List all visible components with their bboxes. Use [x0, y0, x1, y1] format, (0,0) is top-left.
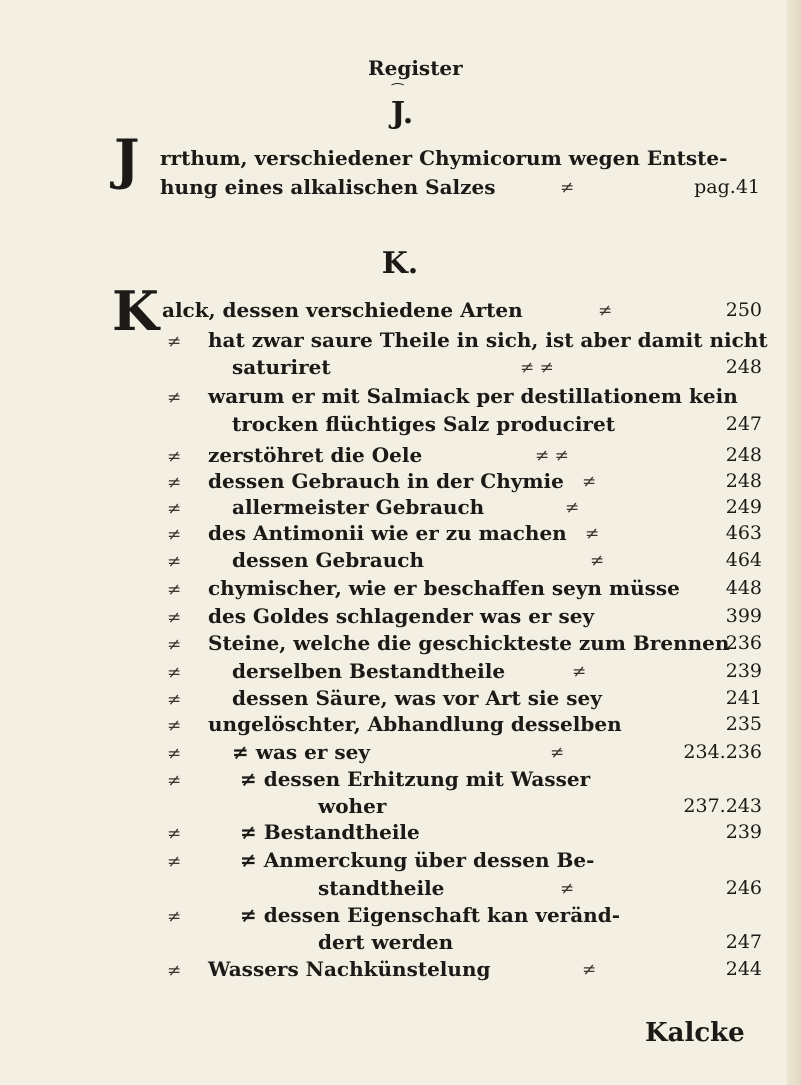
entry-text: dert werden [318, 930, 454, 954]
ditto-mark-lead: ≠ [167, 332, 182, 352]
ditto-mark-lead: ≠ [167, 608, 182, 628]
page-number: 235 [725, 713, 762, 735]
entry-text: derselben Bestandtheile [232, 659, 506, 683]
ditto-mark-lead: ≠ [167, 771, 182, 791]
section-letter-k: K. [381, 246, 419, 281]
page-number: 239 [725, 821, 762, 843]
entry-text: dessen Gebrauch [232, 548, 425, 572]
ditto-mark: ≠ ≠ [520, 358, 554, 378]
entry-text: ungelöschter, Abhandlung desselben [208, 712, 622, 736]
entry-text: woher [318, 794, 387, 818]
entry-text: hung eines alkalischen Salzes [160, 175, 496, 199]
catchword: Kalcke [645, 1018, 745, 1048]
page-number: 246 [725, 877, 762, 899]
entry-text: ≠ dessen Eigenschaft kan veränd- [240, 903, 620, 927]
ditto-mark-lead: ≠ [167, 690, 182, 710]
page-number: 248 [725, 444, 762, 466]
entry-text: dessen Gebrauch in der Chymie [208, 469, 564, 493]
entry-text: des Antimonii wie er zu machen [208, 521, 567, 545]
page-number: 236 [725, 632, 762, 654]
page-number: 463 [725, 522, 762, 544]
entry-text: chymischer, wie er beschaffen seyn müsse [208, 576, 680, 600]
page-number: 239 [725, 660, 762, 682]
ditto-mark: ≠ [560, 178, 575, 198]
entry-text: standtheile [318, 876, 445, 900]
page-number: 241 [725, 687, 762, 709]
ditto-mark-lead: ≠ [167, 716, 182, 736]
entry-text: warum er mit Salmiack per destillationem kein [208, 384, 738, 408]
entry-text: ≠ was er sey [232, 740, 370, 764]
ditto-mark-lead: ≠ [167, 907, 182, 927]
entry-text: dessen Säure, was vor Art sie sey [232, 686, 602, 710]
entry-text: alck, dessen verschiedene Arten [162, 298, 523, 322]
ditto-mark: ≠ [598, 301, 613, 321]
entry-text: ≠ Anmerckung über dessen Be- [240, 848, 595, 872]
drop-initial-k: K [112, 279, 159, 343]
page-number: 250 [725, 299, 762, 321]
drop-initial-j: J [114, 127, 140, 191]
page-number: 247 [725, 413, 762, 435]
entry-text: hat zwar saure Theile in sich, ist aber damit nicht [208, 328, 768, 352]
page-number: 249 [725, 496, 762, 518]
ditto-mark-lead: ≠ [167, 473, 182, 493]
ornament-j: ⁀ [392, 84, 404, 100]
entry-text: ≠ Bestandtheile [240, 820, 420, 844]
ditto-mark: ≠ [550, 743, 565, 763]
page-number: 464 [725, 549, 762, 571]
entry-text: ≠ dessen Erhitzung mit Wasser [240, 767, 591, 791]
page-number: 247 [725, 931, 762, 953]
ditto-mark-lead: ≠ [167, 635, 182, 655]
page-number: 234.236 [683, 741, 762, 763]
ditto-mark: ≠ [582, 472, 597, 492]
page-number: 248 [725, 356, 762, 378]
ditto-mark: ≠ [590, 551, 605, 571]
page-number: 244 [725, 958, 762, 980]
ditto-mark-lead: ≠ [167, 663, 182, 683]
page-number: pag.41 [694, 176, 760, 198]
ditto-mark: ≠ ≠ [535, 446, 569, 466]
ditto-mark: ≠ [565, 498, 580, 518]
ditto-mark-lead: ≠ [167, 961, 182, 981]
ditto-mark-lead: ≠ [167, 525, 182, 545]
ditto-mark-lead: ≠ [167, 552, 182, 572]
page-number: 399 [725, 605, 762, 627]
ditto-mark-lead: ≠ [167, 744, 182, 764]
entry-text: trocken flüchtiges Salz produciret [232, 412, 615, 436]
ditto-mark-lead: ≠ [167, 580, 182, 600]
ditto-mark: ≠ [572, 662, 587, 682]
entry-text: allermeister Gebrauch [232, 495, 485, 519]
ditto-mark-lead: ≠ [167, 824, 182, 844]
page-header: Register [368, 56, 463, 80]
entry-text: Steine, welche die geschickteste zum Brennen [208, 631, 730, 655]
ditto-mark: ≠ [582, 960, 597, 980]
ditto-mark: ≠ [560, 879, 575, 899]
section-letter-j: J. [390, 96, 414, 131]
ditto-mark-lead: ≠ [167, 852, 182, 872]
ditto-mark-lead: ≠ [167, 447, 182, 467]
entry-text: zerstöhret die Oele [208, 443, 423, 467]
entry-text: des Goldes schlagender was er sey [208, 604, 595, 628]
page-number: 448 [725, 577, 762, 599]
ditto-mark: ≠ [585, 524, 600, 544]
page-number: 248 [725, 470, 762, 492]
entry-text: rrthum, verschiedener Chymicorum wegen Entste- [160, 146, 728, 170]
entry-text: saturiret [232, 355, 331, 379]
ditto-mark-lead: ≠ [167, 499, 182, 519]
page-edge [787, 0, 801, 1085]
ditto-mark-lead: ≠ [167, 388, 182, 408]
page-number: 237.243 [683, 795, 762, 817]
entry-text: Wassers Nachkünstelung [208, 957, 491, 981]
